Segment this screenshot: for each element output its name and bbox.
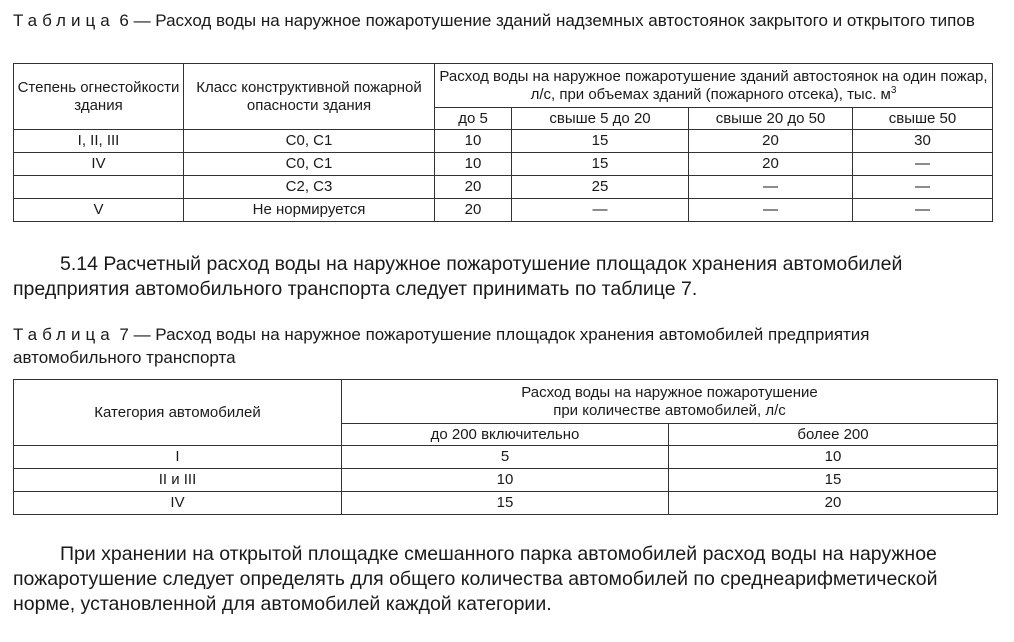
table-cell: 20 bbox=[689, 130, 853, 153]
table-cell: I, II, III bbox=[14, 130, 184, 153]
table-row bbox=[14, 153, 993, 176]
table6-header-water-flow-sup: 3 bbox=[890, 84, 897, 96]
table-cell: 20 bbox=[435, 176, 512, 199]
table-cell: — bbox=[853, 176, 993, 199]
table-cell: С0, С1 bbox=[184, 153, 435, 176]
table6-subheader: свыше 5 до 20 bbox=[512, 108, 689, 130]
table7-caption bbox=[13, 323, 997, 369]
table-cell: С0, С1 bbox=[184, 130, 435, 153]
table-cell: 20 bbox=[689, 153, 853, 176]
table-cell: — bbox=[689, 199, 853, 222]
table-cell: IV bbox=[14, 153, 184, 176]
table-cell: 15 bbox=[512, 153, 689, 176]
table-row bbox=[14, 130, 993, 153]
table-cell: Не нормируется bbox=[184, 199, 435, 222]
table6-header-construction-class: Класс конструктивной пожарной опасности здания bbox=[184, 64, 435, 130]
table6-header-water-flow bbox=[435, 64, 993, 108]
table-cell: I bbox=[14, 446, 342, 469]
table7-caption-text: 7 — Расход воды на наружное пожаротушение площадок хранения автомобилей предприятия автомобильного транспорта bbox=[13, 325, 870, 367]
table7-header-water-flow-line1: Расход воды на наружное пожаротушение bbox=[521, 383, 818, 401]
table-cell: С2, С3 bbox=[184, 176, 435, 199]
table-cell: 25 bbox=[512, 176, 689, 199]
table7-header-water-flow-line2: при количестве автомобилей, л/с bbox=[553, 401, 786, 419]
table-row bbox=[14, 199, 993, 222]
table-cell: — bbox=[689, 176, 853, 199]
table-cell: 10 bbox=[342, 469, 669, 492]
table6-subheader: до 5 bbox=[435, 108, 512, 130]
table-cell: 5 bbox=[342, 446, 669, 469]
paragraph-5-14: 5.14 Расчетный расход воды на наружное пожаротушение площадок хранения автомобилей предприятия автомобильного транспорта следует принимать по таблице 7. bbox=[13, 253, 903, 300]
table-cell: — bbox=[853, 153, 993, 176]
table-cell: 10 bbox=[669, 446, 998, 469]
table-cell: 10 bbox=[435, 130, 512, 153]
table6 bbox=[13, 63, 993, 222]
table-cell: 15 bbox=[342, 492, 669, 515]
table7-subheader: до 200 включительно bbox=[342, 424, 669, 446]
table6-caption-label: Таблица bbox=[13, 11, 115, 30]
table-cell bbox=[14, 176, 184, 199]
table7 bbox=[13, 379, 998, 515]
table-cell: 20 bbox=[435, 199, 512, 222]
table-cell: 30 bbox=[853, 130, 993, 153]
table-cell: — bbox=[512, 199, 689, 222]
table6-subheader: свыше 50 bbox=[853, 108, 993, 130]
table-cell: 15 bbox=[669, 469, 998, 492]
table-cell: 15 bbox=[512, 130, 689, 153]
table7-caption-label: Таблица bbox=[13, 325, 115, 344]
table-cell: 10 bbox=[435, 153, 512, 176]
table6-caption-text: 6 — Расход воды на наружное пожаротушение зданий надземных автостоянок закрытого и открытого типов bbox=[119, 11, 975, 30]
table-cell: 20 bbox=[669, 492, 998, 515]
table-cell: — bbox=[853, 199, 993, 222]
table-cell: II и III bbox=[14, 469, 342, 492]
table6-header-water-flow-text: Расход воды на наружное пожаротушение зданий автостоянок на один пожар, л/с, при объемах зданий (пожарного отсека), тыс. м bbox=[439, 67, 988, 103]
table-row bbox=[14, 469, 998, 492]
paragraph-mixed-fleet-note: При хранении на открытой площадке смешанного парка автомобилей расход воды на наружное пожаротушение следует определять для общего количества автомобилей по среднеарифметической норме, установленной для автомобилей каждой категории. bbox=[13, 543, 938, 615]
table6-subheader: свыше 20 до 50 bbox=[689, 108, 853, 130]
table7-subheader: более 200 bbox=[669, 424, 998, 446]
table-cell: V bbox=[14, 199, 184, 222]
table-row bbox=[14, 446, 998, 469]
table-cell: IV bbox=[14, 492, 342, 515]
table-row bbox=[14, 492, 998, 515]
table6-header-fire-resistance: Степень огнестойкости здания bbox=[14, 64, 184, 130]
table7-header-water-flow bbox=[342, 380, 998, 424]
table6-caption bbox=[13, 9, 997, 32]
table-row bbox=[14, 176, 993, 199]
table7-header-category: Категория автомобилей bbox=[14, 380, 342, 446]
